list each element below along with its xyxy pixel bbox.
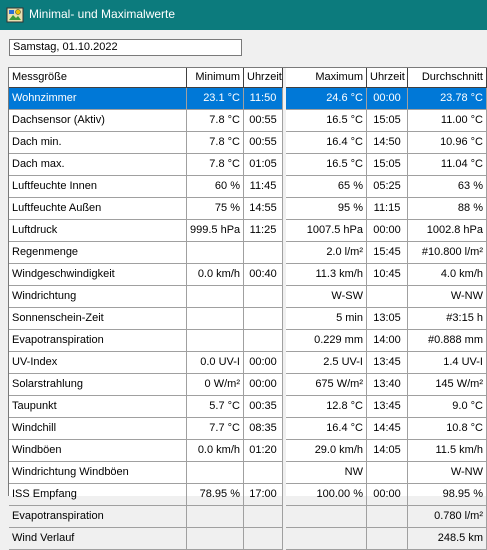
cell-average: 23.78 °C xyxy=(408,88,487,110)
cell-max-time: 00:00 xyxy=(367,88,408,110)
cell-minimum: 7.8 °C xyxy=(187,132,244,154)
window-titlebar xyxy=(0,0,487,30)
cell-max-time xyxy=(367,528,408,550)
cell-measure: Evapotranspiration xyxy=(9,506,187,528)
cell-maximum: 16.5 °C xyxy=(286,154,367,176)
cell-max-time: 15:05 xyxy=(367,110,408,132)
cell-maximum: 0.229 mm xyxy=(286,330,367,352)
cell-average: 10.8 °C xyxy=(408,418,487,440)
cell-max-time: 00:00 xyxy=(367,220,408,242)
cell-max-time: 05:25 xyxy=(367,176,408,198)
cell-average: #10.800 l/m² xyxy=(408,242,487,264)
cell-min-time: 11:45 xyxy=(244,176,283,198)
cell-measure: Windchill xyxy=(9,418,187,440)
cell-measure: Luftfeuchte Innen xyxy=(9,176,187,198)
cell-average: 98.95 % xyxy=(408,484,487,506)
cell-min-time xyxy=(244,286,283,308)
cell-measure: ISS Empfang xyxy=(9,484,187,506)
cell-measure: Windböen xyxy=(9,440,187,462)
header-durchschnitt[interactable]: Durchschnitt xyxy=(408,68,487,88)
cell-minimum xyxy=(187,506,244,528)
cell-minimum: 78.95 % xyxy=(187,484,244,506)
cell-maximum: 11.3 km/h xyxy=(286,264,367,286)
cell-max-time: 11:15 xyxy=(367,198,408,220)
cell-minimum xyxy=(187,286,244,308)
cell-max-time: 10:45 xyxy=(367,264,408,286)
app-icon xyxy=(6,6,24,24)
cell-average: 145 W/m² xyxy=(408,374,487,396)
cell-max-time xyxy=(367,286,408,308)
cell-minimum: 0.0 km/h xyxy=(187,264,244,286)
cell-min-time: 17:00 xyxy=(244,484,283,506)
cell-min-time: 00:55 xyxy=(244,110,283,132)
cell-minimum: 0 W/m² xyxy=(187,374,244,396)
window-title: Minimal- und Maximalwerte xyxy=(29,7,176,21)
cell-measure: Evapotranspiration xyxy=(9,330,187,352)
cell-maximum: 95 % xyxy=(286,198,367,220)
cell-max-time: 14:45 xyxy=(367,418,408,440)
date-field[interactable]: Samstag, 01.10.2022 xyxy=(9,39,242,56)
cell-min-time: 08:35 xyxy=(244,418,283,440)
cell-minimum: 0.0 km/h xyxy=(187,440,244,462)
cell-min-time xyxy=(244,506,283,528)
cell-measure: Regenmenge xyxy=(9,242,187,264)
minmax-table xyxy=(8,67,487,544)
cell-measure: UV-Index xyxy=(9,352,187,374)
cell-measure: Luftdruck xyxy=(9,220,187,242)
cell-max-time xyxy=(367,506,408,528)
cell-measure: Sonnenschein-Zeit xyxy=(9,308,187,330)
cell-minimum: 23.1 °C xyxy=(187,88,244,110)
cell-average: 248.5 km xyxy=(408,528,487,550)
cell-measure: Dach max. xyxy=(9,154,187,176)
cell-min-time: 01:20 xyxy=(244,440,283,462)
cell-measure: Windrichtung xyxy=(9,286,187,308)
cell-minimum: 0.0 UV-I xyxy=(187,352,244,374)
cell-average: 1.4 UV-I xyxy=(408,352,487,374)
cell-minimum: 75 % xyxy=(187,198,244,220)
cell-average: 0.780 l/m² xyxy=(408,506,487,528)
cell-maximum: NW xyxy=(286,462,367,484)
cell-average: 10.96 °C xyxy=(408,132,487,154)
header-max-uhrzeit[interactable]: Uhrzeit xyxy=(367,68,408,88)
cell-average: 88 % xyxy=(408,198,487,220)
cell-minimum xyxy=(187,242,244,264)
cell-minimum: 60 % xyxy=(187,176,244,198)
cell-measure: Wohnzimmer xyxy=(9,88,187,110)
cell-max-time: 15:45 xyxy=(367,242,408,264)
cell-max-time: 13:40 xyxy=(367,374,408,396)
cell-maximum: 16.5 °C xyxy=(286,110,367,132)
cell-maximum: 16.4 °C xyxy=(286,132,367,154)
cell-measure: Taupunkt xyxy=(9,396,187,418)
cell-max-time: 15:05 xyxy=(367,154,408,176)
cell-maximum: 65 % xyxy=(286,176,367,198)
cell-maximum: 2.0 l/m² xyxy=(286,242,367,264)
cell-max-time: 14:05 xyxy=(367,440,408,462)
cell-maximum xyxy=(286,528,367,550)
cell-minimum xyxy=(187,528,244,550)
header-min-uhrzeit[interactable]: Uhrzeit xyxy=(244,68,283,88)
cell-min-time: 14:55 xyxy=(244,198,283,220)
cell-max-time: 14:50 xyxy=(367,132,408,154)
cell-min-time xyxy=(244,528,283,550)
cell-minimum xyxy=(187,308,244,330)
cell-average: 4.0 km/h xyxy=(408,264,487,286)
cell-max-time: 00:00 xyxy=(367,484,408,506)
cell-average: 11.04 °C xyxy=(408,154,487,176)
cell-max-time: 13:45 xyxy=(367,396,408,418)
cell-min-time xyxy=(244,242,283,264)
cell-minimum: 7.7 °C xyxy=(187,418,244,440)
cell-min-time xyxy=(244,330,283,352)
cell-min-time: 00:35 xyxy=(244,396,283,418)
header-minimum[interactable]: Minimum xyxy=(187,68,244,88)
cell-minimum xyxy=(187,330,244,352)
cell-maximum: W-SW xyxy=(286,286,367,308)
cell-minimum xyxy=(187,462,244,484)
cell-maximum: 1007.5 hPa xyxy=(286,220,367,242)
cell-average: 9.0 °C xyxy=(408,396,487,418)
cell-maximum: 5 min xyxy=(286,308,367,330)
cell-measure: Dachsensor (Aktiv) xyxy=(9,110,187,132)
cell-maximum: 100.00 % xyxy=(286,484,367,506)
cell-min-time: 00:00 xyxy=(244,374,283,396)
cell-maximum: 24.6 °C xyxy=(286,88,367,110)
cell-average: 63 % xyxy=(408,176,487,198)
cell-min-time xyxy=(244,462,283,484)
cell-min-time: 00:55 xyxy=(244,132,283,154)
cell-min-time: 00:40 xyxy=(244,264,283,286)
cell-max-time: 14:00 xyxy=(367,330,408,352)
cell-min-time: 11:50 xyxy=(244,88,283,110)
cell-measure: Wind Verlauf xyxy=(9,528,187,550)
cell-measure: Windrichtung Windböen xyxy=(9,462,187,484)
cell-max-time xyxy=(367,462,408,484)
cell-maximum: 29.0 km/h xyxy=(286,440,367,462)
cell-measure: Solarstrahlung xyxy=(9,374,187,396)
header-maximum[interactable]: Maximum xyxy=(286,68,367,88)
cell-min-time xyxy=(244,308,283,330)
cell-minimum: 7.8 °C xyxy=(187,154,244,176)
cell-maximum: 12.8 °C xyxy=(286,396,367,418)
cell-maximum: 675 W/m² xyxy=(286,374,367,396)
cell-max-time: 13:05 xyxy=(367,308,408,330)
cell-average: W-NW xyxy=(408,286,487,308)
cell-max-time: 13:45 xyxy=(367,352,408,374)
cell-average: 1002.8 hPa xyxy=(408,220,487,242)
cell-measure: Luftfeuchte Außen xyxy=(9,198,187,220)
cell-min-time: 01:05 xyxy=(244,154,283,176)
cell-minimum: 5.7 °C xyxy=(187,396,244,418)
cell-minimum: 7.8 °C xyxy=(187,110,244,132)
cell-measure: Windgeschwindigkeit xyxy=(9,264,187,286)
cell-measure: Dach min. xyxy=(9,132,187,154)
cell-minimum: 999.5 hPa xyxy=(187,220,244,242)
header-messgroesse[interactable]: Messgröße xyxy=(9,68,187,88)
cell-maximum: 2.5 UV-I xyxy=(286,352,367,374)
cell-min-time: 00:00 xyxy=(244,352,283,374)
cell-min-time: 11:25 xyxy=(244,220,283,242)
cell-maximum: 16.4 °C xyxy=(286,418,367,440)
cell-average: #3:15 h xyxy=(408,308,487,330)
cell-maximum xyxy=(286,506,367,528)
cell-average: W-NW xyxy=(408,462,487,484)
cell-average: 11.00 °C xyxy=(408,110,487,132)
cell-average: #0.888 mm xyxy=(408,330,487,352)
cell-average: 11.5 km/h xyxy=(408,440,487,462)
